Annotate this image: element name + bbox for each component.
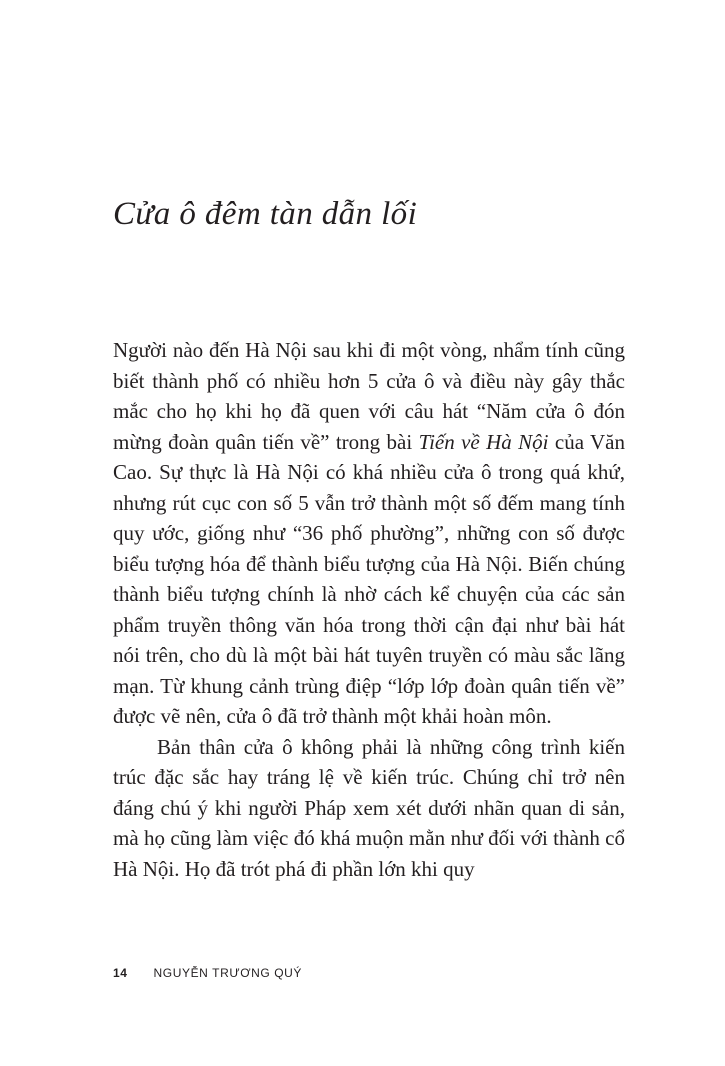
chapter-title: Cửa ô đêm tàn dẫn lối [113, 196, 418, 232]
page-footer [113, 966, 302, 980]
song-title: Tiến về Hà Nội [418, 429, 549, 454]
paragraph-2: Bản thân cửa ô không phải là những công trình kiến trúc đặc sắc hay tráng lệ về kiến trúc. Chúng chỉ trở nên đáng chú ý khi người Pháp xem xét dưới nhãn quan di sản, mà họ cũng làm việc đó khá muộn mằn như đối với thành cổ Hà Nội. Họ đã trót phá đi phần lớn khi quy [113, 734, 625, 881]
paragraph-1-text-b: của Văn Cao. Sự thực là Hà Nội có khá nhiều cửa ô trong quá khứ, nhưng rút cục con số 5 vẫn trở thành một số đếm mang tính quy ước, giống như “36 phố phường”, những con số được biểu tượng hóa để thành biểu tượng của Hà Nội. Biến chúng thành biểu tượng chính là nhờ cách kể chuyện của các sản phẩm truyền thông văn hóa trong thời cận đại như bài hát nói trên, cho dù là một bài hát tuyên truyền có màu sắc lãng mạn. Từ khung cảnh trùng điệp “lớp lớp đoàn quân tiến về” được vẽ nên, cửa ô đã trở thành một khải hoàn môn. [113, 429, 625, 728]
paragraph-1 [113, 335, 625, 732]
page-number: 14 [113, 966, 128, 980]
body-text [113, 335, 625, 884]
author-name: NGUYỄN TRƯƠNG QUÝ [153, 966, 303, 980]
paragraph-1-text-a: Người nào đến Hà Nội sau khi đi một vòng, nhẩm tính cũng biết thành phố có nhiều hơn 5 cửa ô và điều này gây thắc mắc cho họ khi họ đã quen với câu hát “Năm cửa ô đón mừng đoàn quân tiến về” trong bài [113, 338, 625, 454]
